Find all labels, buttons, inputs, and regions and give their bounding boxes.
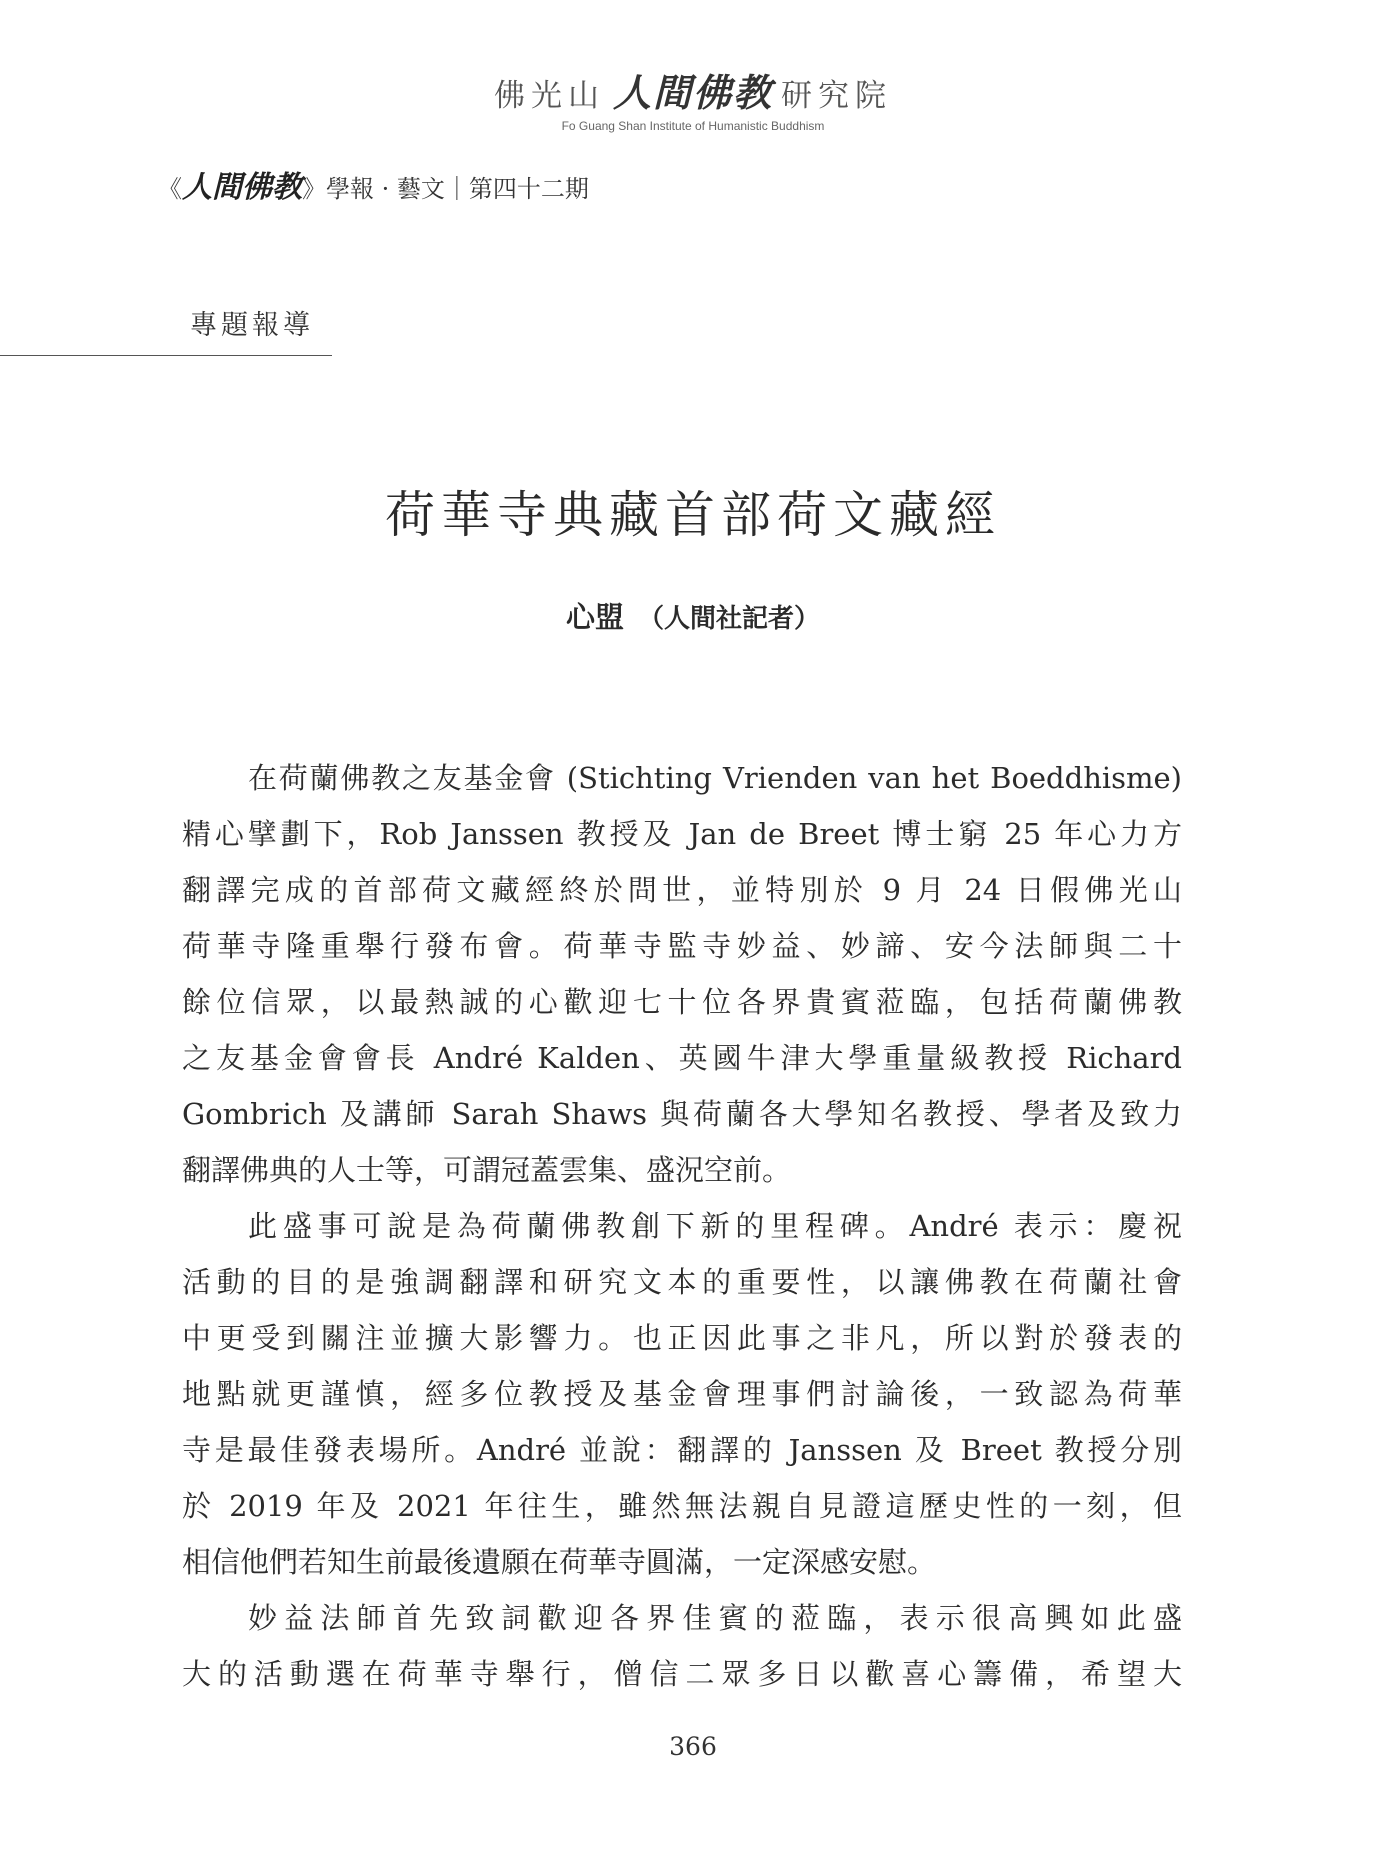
- institute-brand: 人間佛教: [612, 71, 773, 115]
- body-line: 翻譯完成的首部荷文藏經終於問世，並特別於 9 月 24 日假佛光山: [182, 873, 1182, 907]
- body-line: 中更受到關注並擴大影響力。也正因此事之非凡，所以對於發表的: [182, 1321, 1182, 1355]
- body-line: 妙益法師首先致詞歡迎各界佳賓的蒞臨，表示很高興如此盛: [248, 1601, 1182, 1635]
- journal-open-bracket: 《: [158, 175, 182, 203]
- article-body: [182, 750, 1182, 1702]
- institute-english-name: Fo Guang Shan Institute of Humanistic Buddhism: [561, 119, 825, 133]
- byline: [0, 595, 1386, 636]
- section-label: 專題報導: [190, 310, 314, 341]
- author-affiliation: （人間社記者）: [638, 604, 821, 634]
- article-title: 荷華寺典藏首部荷文藏經: [385, 486, 1001, 544]
- body-line: 之友基金會會長 André Kalden、英國牛津大學重量級教授 Richard: [182, 1041, 1182, 1075]
- page-number: 366: [669, 1732, 717, 1761]
- section-divider: [0, 355, 332, 356]
- author-name: 心盟: [565, 600, 624, 634]
- body-line: 在荷蘭佛教之友基金會 (Stichting Vrienden van het Boeddhisme): [248, 761, 1182, 795]
- journal-issue-info: 》學報 · 藝文｜第四十二期: [302, 175, 589, 203]
- body-line: 精心擘劃下，Rob Janssen 教授及 Jan de Breet 博士窮 25 年心力方: [182, 817, 1182, 851]
- journal-running-head: [158, 162, 589, 206]
- journal-brand: 人間佛教: [182, 170, 302, 205]
- body-line: Gombrich 及講師 Sarah Shaws 與荷蘭各大學知名教授、學者及致力: [182, 1097, 1182, 1131]
- body-line: 餘位信眾，以最熱誠的心歡迎七十位各界貴賓蒞臨，包括荷蘭佛教: [182, 985, 1182, 1019]
- body-line: 此盛事可說是為荷蘭佛教創下新的里程碑。André 表示：慶祝: [248, 1209, 1182, 1243]
- institute-name: [0, 62, 1386, 117]
- institute-suffix: 研究院: [781, 78, 892, 114]
- body-line: 荷華寺隆重舉行發布會。荷華寺監寺妙益、妙諦、安今法師與二十: [182, 929, 1182, 963]
- body-line: 相信他們若知生前最後遺願在荷華寺圓滿，一定深感安慰。: [182, 1545, 937, 1579]
- body-line: 寺是最佳發表場所。André 並說：翻譯的 Janssen 及 Breet 教授分別: [182, 1433, 1182, 1467]
- body-line: 地點就更謹慎，經多位教授及基金會理事們討論後，一致認為荷華: [182, 1377, 1182, 1411]
- body-line: 大的活動選在荷華寺舉行，僧信二眾多日以歡喜心籌備，希望大: [182, 1657, 1182, 1691]
- institute-header: [0, 62, 1386, 133]
- body-line: 翻譯佛典的人士等，可謂冠蓋雲集、盛況空前。: [182, 1153, 792, 1187]
- institute-prefix: 佛光山: [493, 78, 605, 114]
- body-line: 於 2019 年及 2021 年往生，雖然無法親自見證這歷史性的一刻，但: [182, 1489, 1182, 1523]
- body-line: 活動的目的是強調翻譯和研究文本的重要性，以讓佛教在荷蘭社會: [182, 1265, 1182, 1299]
